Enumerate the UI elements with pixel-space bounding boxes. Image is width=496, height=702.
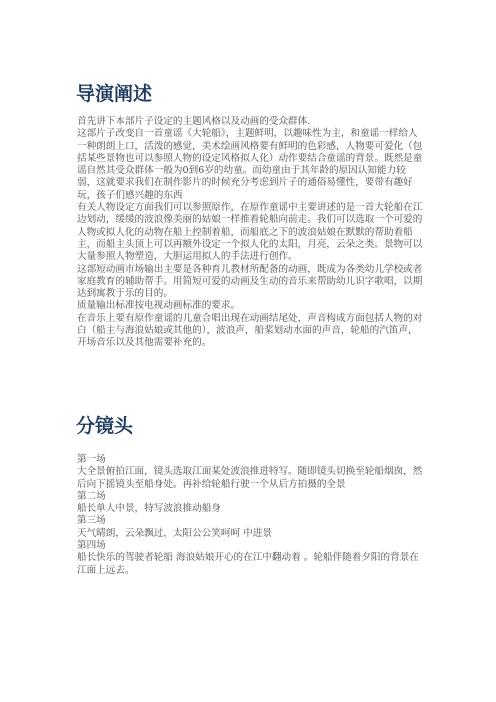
- paragraph: 这部片子改变自一首童谣《大轮船》，主题鲜明，以趣味性为主，和童谣一样给人一种朗朗上口，活泼的感觉，美术绘画风格要有鲜明的色彩感，人物要可爱化（包括某些景物也可以参照人物的设定风格拟人化）动作要结合童谣的背景。既然是童谣自然其受众群体一般为0到6岁的幼童。而幼童由于其年龄的原因认知能力较弱，这就要求我们在制作影片的时候充分考虑到片子的通俗易懂性，要带有趣好玩，孩子们感兴趣的东西: [77, 128, 423, 201]
- scene-description: 大全景俯拍江面，镜头选取江面某处波浪推进特写。随即镜头切换至轮船烟囱，然后向下摇镜头至船身处。再补给轮船行驶一个从后方拍摄的全景: [77, 466, 423, 490]
- paragraph: 质量输出标准按电视动画标准的要求。: [77, 300, 241, 312]
- scene-title: 第二场: [77, 490, 106, 502]
- section-heading-director-statement: 导演阐述: [76, 83, 153, 105]
- scene-title: 第四场: [77, 540, 106, 552]
- paragraph: 首先讲下本部片子设定的主题风格以及动画的受众群体.: [77, 116, 311, 127]
- section-heading-storyboard: 分镜头: [76, 415, 134, 437]
- scene-description: 船长快乐的驾驶者轮船 海浪姑娘开心的在江中翻动着 。轮船伴随着夕阳的背景在江面上远去。: [77, 552, 419, 576]
- scene-description: 船长单人中景，特写波浪推动船身: [77, 503, 221, 515]
- director-statement-body: [77, 116, 423, 350]
- paragraph: 有关人物设定方面我们可以参照原作，在原作童谣中主要讲述的是一首大轮船在江边划动，缓缓的波浪像美丽的姑娘一样推着轮船向前走。我们可以选取一个可爱的人物或拟人化的动物在船上控制着船，而船底之下的波浪姑娘在默默的帮助着船主，而船主头顶上可以再额外设定一个拟人化的太阳，月亮，云朵之类。景物可以大量参照人物塑造，大胆运用拟人的手法进行创作。: [77, 202, 423, 263]
- scene-title: 第一场: [77, 454, 106, 465]
- paragraph: 这部短动画市场输出主要是各种育儿教材所配备的动画，既成为各类幼儿学校或者家庭教育的辅助帮手。用简短可爱的动画及生动的音乐来帮助幼儿识字歌唱，以期达到寓教于乐的目的。: [77, 263, 423, 300]
- storyboard-body: [77, 454, 423, 577]
- scene-description: 天气晴朗，云朵飘过，太阳公公笑呵呵 中进景: [77, 527, 272, 539]
- scene-title: 第三场: [77, 515, 106, 527]
- paragraph: 在音乐上要有原作童谣的儿童合唱出现在动画结尾处，声音构成方面包括人物的对白（船主与海浪姑娘或其他的），波浪声，船桨划动水面的声音，轮船的汽笛声，开场音乐以及其他需要补充的。: [77, 312, 423, 349]
